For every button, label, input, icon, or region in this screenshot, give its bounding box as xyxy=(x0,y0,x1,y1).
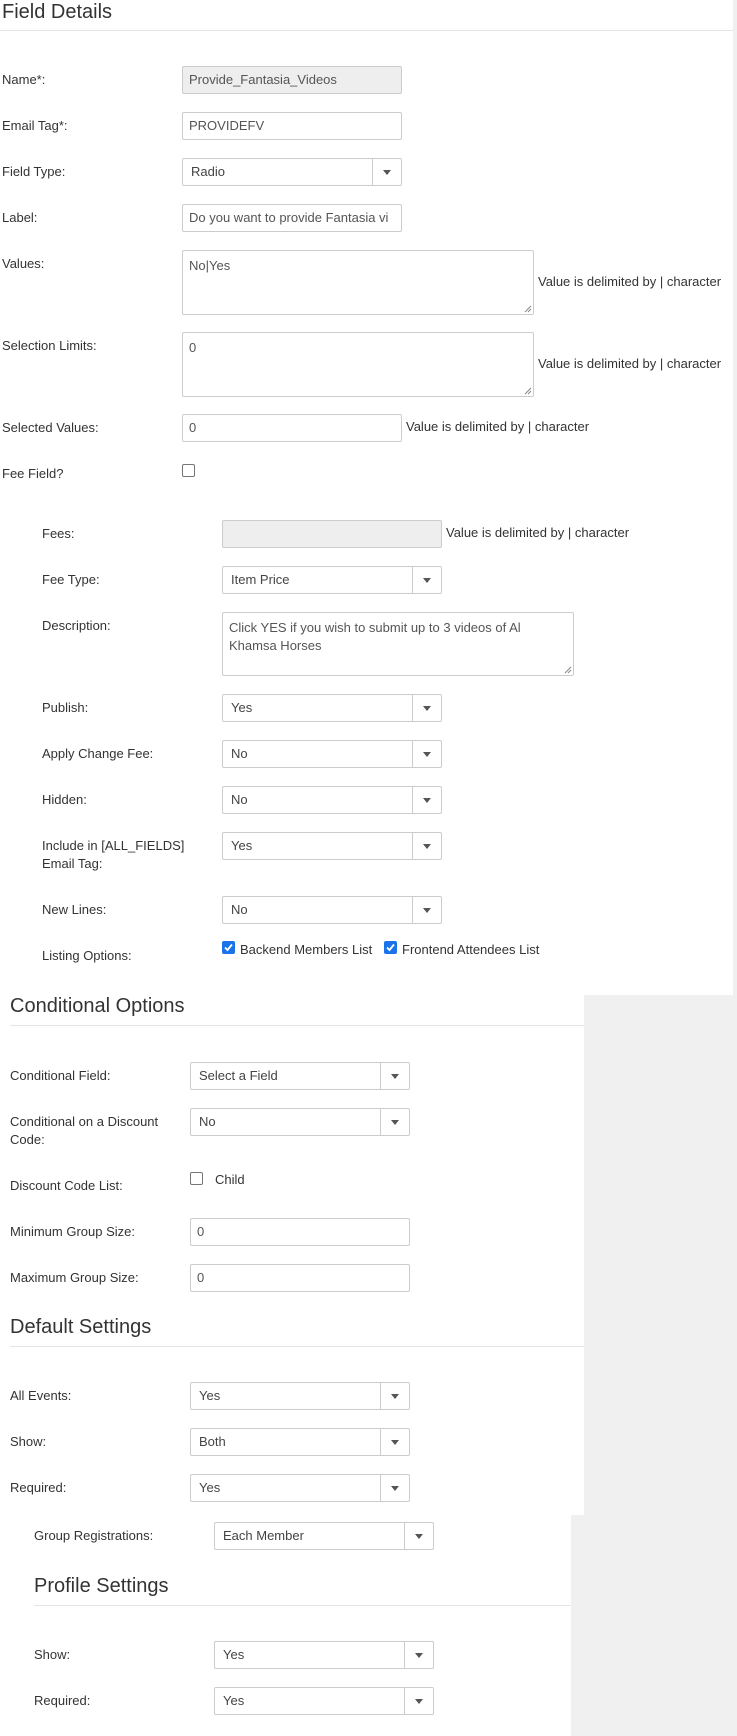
publish-value: Yes xyxy=(231,700,253,715)
all-events-value: Yes xyxy=(199,1388,221,1403)
max-group-input[interactable]: 0 xyxy=(190,1264,410,1292)
new-lines-select[interactable] xyxy=(222,896,442,924)
discount-value: No xyxy=(199,1114,216,1129)
include-all-fields-label-line2: Email Tag: xyxy=(42,856,103,871)
profile-required-dropdown-toggle[interactable] xyxy=(404,1688,433,1714)
group-registrations-label: Group Registrations: xyxy=(34,1528,154,1543)
default-settings-title: Default Settings xyxy=(10,1316,152,1338)
field-details-title: Field Details xyxy=(2,1,113,23)
name-input[interactable]: Provide_Fantasia_Videos xyxy=(182,66,402,94)
right-gutter-bottom xyxy=(571,1515,737,1736)
child-label: Child xyxy=(215,1172,245,1187)
email-tag-label: Email Tag*: xyxy=(2,118,68,133)
description-textarea[interactable] xyxy=(222,612,574,676)
field-type-value: Radio xyxy=(191,164,225,179)
selection-limits-textarea[interactable] xyxy=(182,332,534,397)
description-label: Description: xyxy=(42,618,111,633)
default-required-label: Required: xyxy=(10,1480,67,1495)
chevron-down-icon xyxy=(391,1074,399,1079)
default-show-select[interactable] xyxy=(190,1428,410,1456)
right-gutter-top xyxy=(733,0,737,995)
chevron-down-icon xyxy=(423,752,431,757)
fee-type-dropdown-toggle[interactable] xyxy=(412,567,441,593)
selection-limits-label: Selection Limits: xyxy=(2,338,97,353)
include-all-fields-dropdown-toggle[interactable] xyxy=(412,833,441,859)
apply-change-fee-select[interactable] xyxy=(222,740,442,768)
min-group-label: Minimum Group Size: xyxy=(10,1224,135,1239)
selected-values-input[interactable]: 0 xyxy=(182,414,402,442)
selection-limits-text: 0 xyxy=(189,340,197,355)
max-group-label: Maximum Group Size: xyxy=(10,1270,139,1285)
profile-settings-title: Profile Settings xyxy=(34,1575,169,1597)
chevron-down-icon xyxy=(423,798,431,803)
include-all-fields-value: Yes xyxy=(231,838,253,853)
label-input[interactable]: Do you want to provide Fantasia vi xyxy=(182,204,402,232)
publish-label: Publish: xyxy=(42,700,89,715)
chevron-down-icon xyxy=(415,1699,423,1704)
check-icon xyxy=(386,943,395,952)
chevron-down-icon xyxy=(423,706,431,711)
listing-options-label: Listing Options: xyxy=(42,948,132,963)
new-lines-value: No xyxy=(231,902,248,917)
check-icon xyxy=(224,943,233,952)
child-checkbox[interactable] xyxy=(190,1172,203,1185)
values-textarea[interactable] xyxy=(182,250,534,315)
apply-change-fee-value: No xyxy=(231,746,248,761)
hidden-dropdown-toggle[interactable] xyxy=(412,787,441,813)
chevron-down-icon xyxy=(415,1653,423,1658)
frontend-attendees-label: Frontend Attendees List xyxy=(402,942,540,957)
field-type-label: Field Type: xyxy=(2,164,66,179)
all-events-dropdown-toggle[interactable] xyxy=(380,1383,409,1409)
conditional-field-label: Conditional Field: xyxy=(10,1068,111,1083)
discount-label-line1: Conditional on a Discount xyxy=(10,1114,159,1129)
fee-type-value: Item Price xyxy=(231,572,290,587)
hidden-value: No xyxy=(231,792,248,807)
chevron-down-icon xyxy=(391,1486,399,1491)
apply-change-fee-label: Apply Change Fee: xyxy=(42,746,154,761)
field-type-select[interactable] xyxy=(182,158,402,186)
profile-show-dropdown-toggle[interactable] xyxy=(404,1642,433,1668)
chevron-down-icon xyxy=(391,1394,399,1399)
backend-members-checkbox[interactable] xyxy=(222,941,235,954)
publish-select[interactable] xyxy=(222,694,442,722)
chevron-down-icon xyxy=(423,908,431,913)
field-type-dropdown-toggle[interactable] xyxy=(372,159,401,185)
profile-required-label: Required: xyxy=(34,1693,91,1708)
profile-required-select[interactable] xyxy=(214,1687,434,1715)
fees-hint: Value is delimited by | character xyxy=(446,525,630,540)
discount-label xyxy=(10,1113,158,1149)
chevron-down-icon xyxy=(391,1440,399,1445)
conditional-divider xyxy=(10,1025,584,1026)
conditional-field-select[interactable] xyxy=(190,1062,410,1090)
fees-label: Fees: xyxy=(42,526,75,541)
conditional-field-dropdown-toggle[interactable] xyxy=(380,1063,409,1089)
selected-values-hint: Value is delimited by | character xyxy=(406,419,590,434)
resize-grip-icon[interactable] xyxy=(524,305,532,313)
selection-limits-hint: Value is delimited by | character xyxy=(538,356,722,371)
label-label: Label: xyxy=(2,210,38,225)
chevron-down-icon xyxy=(423,844,431,849)
hidden-label: Hidden: xyxy=(42,792,87,807)
default-required-value: Yes xyxy=(199,1480,221,1495)
default-show-label: Show: xyxy=(10,1434,47,1449)
field-details-divider xyxy=(0,30,733,31)
discount-dropdown-toggle[interactable] xyxy=(380,1109,409,1135)
description-text: Click YES if you wish to submit up to 3 videos of Al Khamsa Horses xyxy=(229,620,521,653)
selected-values-label: Selected Values: xyxy=(2,420,99,435)
conditional-options-title: Conditional Options xyxy=(10,995,185,1017)
fee-field-label: Fee Field? xyxy=(2,466,64,481)
default-required-select[interactable] xyxy=(190,1474,410,1502)
chevron-down-icon xyxy=(391,1120,399,1125)
publish-dropdown-toggle[interactable] xyxy=(412,695,441,721)
hidden-select[interactable] xyxy=(222,786,442,814)
all-events-select[interactable] xyxy=(190,1382,410,1410)
frontend-attendees-checkbox[interactable] xyxy=(384,941,397,954)
fees-input[interactable] xyxy=(222,520,442,548)
fee-type-label: Fee Type: xyxy=(42,572,100,587)
include-all-fields-label-line1: Include in [ALL_FIELDS] xyxy=(42,838,185,853)
conditional-field-value: Select a Field xyxy=(199,1068,278,1083)
default-divider xyxy=(10,1346,584,1347)
group-registrations-dropdown-toggle[interactable] xyxy=(404,1523,433,1549)
default-show-dropdown-toggle[interactable] xyxy=(380,1429,409,1455)
values-label: Values: xyxy=(2,256,45,271)
chevron-down-icon xyxy=(383,170,391,175)
discount-label-line2: Code: xyxy=(10,1132,45,1147)
profile-show-value: Yes xyxy=(223,1647,245,1662)
discount-code-list-label: Discount Code List: xyxy=(10,1178,123,1193)
profile-divider xyxy=(34,1605,571,1606)
chevron-down-icon xyxy=(415,1534,423,1539)
resize-grip-icon[interactable] xyxy=(524,387,532,395)
name-label: Name*: xyxy=(2,72,46,87)
profile-show-label: Show: xyxy=(34,1647,71,1662)
values-text: No|Yes xyxy=(189,258,231,273)
new-lines-dropdown-toggle[interactable] xyxy=(412,897,441,923)
include-all-fields-label xyxy=(42,837,184,873)
chevron-down-icon xyxy=(423,578,431,583)
resize-grip-icon[interactable] xyxy=(564,666,572,674)
values-hint: Value is delimited by | character xyxy=(538,274,722,289)
email-tag-input[interactable]: PROVIDEFV xyxy=(182,112,402,140)
include-all-fields-select[interactable] xyxy=(222,832,442,860)
group-registrations-select[interactable] xyxy=(214,1522,434,1550)
fee-type-select[interactable] xyxy=(222,566,442,594)
apply-change-fee-dropdown-toggle[interactable] xyxy=(412,741,441,767)
new-lines-label: New Lines: xyxy=(42,902,107,917)
group-registrations-value: Each Member xyxy=(223,1528,304,1543)
default-required-dropdown-toggle[interactable] xyxy=(380,1475,409,1501)
right-gutter-mid xyxy=(584,995,737,1515)
min-group-input[interactable]: 0 xyxy=(190,1218,410,1246)
backend-members-label: Backend Members List xyxy=(240,942,373,957)
discount-select[interactable] xyxy=(190,1108,410,1136)
default-show-value: Both xyxy=(199,1434,226,1449)
fee-field-checkbox[interactable] xyxy=(182,464,195,477)
profile-required-value: Yes xyxy=(223,1693,245,1708)
all-events-label: All Events: xyxy=(10,1388,72,1403)
profile-show-select[interactable] xyxy=(214,1641,434,1669)
